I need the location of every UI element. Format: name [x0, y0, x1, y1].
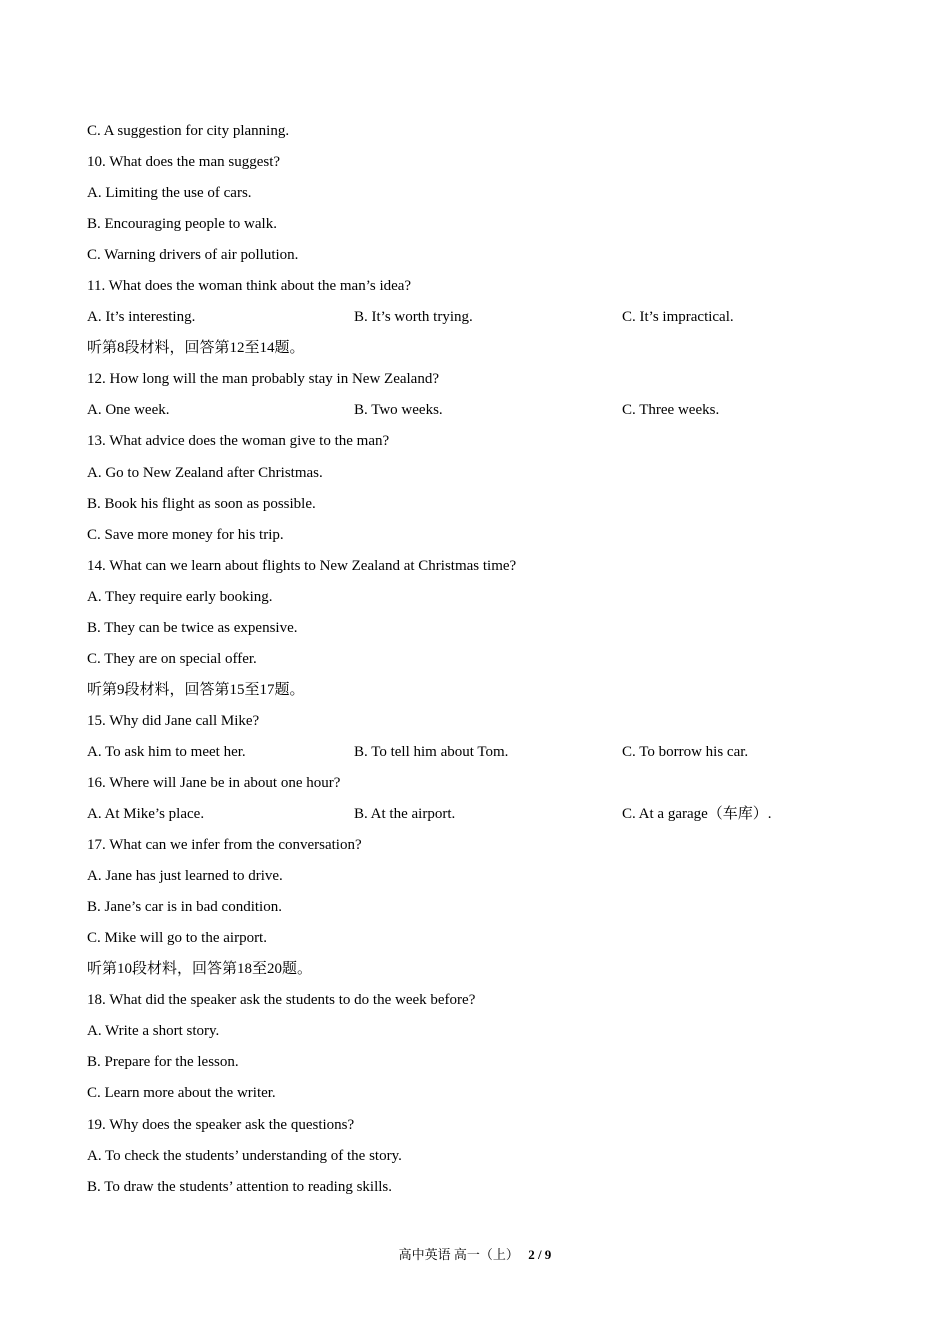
line-text: C. They are on special offer. [87, 650, 257, 667]
text-line [87, 554, 887, 585]
line-text: A. They require early booking. [87, 588, 273, 605]
answer-option: C. Three weeks. [622, 402, 720, 419]
line-text: 10. What does the man suggest? [87, 154, 281, 171]
text-line [87, 429, 887, 460]
line-text: 17. What can we infer from the conversation? [87, 837, 362, 854]
answer-option: B. Two weeks. [354, 402, 443, 419]
text-line [87, 1081, 887, 1112]
answer-option: C. At a garage（车库）. [622, 806, 772, 823]
text-line [87, 926, 887, 957]
answer-option: A. At Mike’s place. [87, 806, 205, 823]
text-line [87, 1144, 887, 1175]
line-text: 19. Why does the speaker ask the questions? [87, 1116, 355, 1133]
text-line [87, 150, 887, 181]
line-text: 16. Where will Jane be in about one hour? [87, 774, 341, 791]
page-footer [0, 1244, 950, 1263]
line-text: 18. What did the speaker ask the students to do the week before? [87, 992, 476, 1009]
answer-option: B. At the airport. [354, 806, 456, 823]
line-text: 11. What does the woman think about the man’s idea? [87, 278, 412, 295]
line-text: B. They can be twice as expensive. [87, 619, 298, 636]
line-text: A. Limiting the use of cars. [87, 185, 252, 202]
text-line [87, 305, 887, 336]
answer-option: B. To tell him about Tom. [354, 743, 509, 760]
line-text: C. A suggestion for city planning. [87, 123, 290, 139]
text-line [87, 461, 887, 492]
line-text: 13. What advice does the woman give to the man? [87, 433, 390, 450]
text-line [87, 523, 887, 554]
line-text: 听第8段材料，回答第12至14题。 [87, 340, 305, 357]
text-line [87, 1019, 887, 1050]
answer-option: A. To ask him to meet her. [87, 743, 246, 760]
text-line [87, 647, 887, 678]
answer-option: A. One week. [87, 402, 170, 419]
text-line [87, 833, 887, 864]
line-text: 听第10段材料，回答第18至20题。 [87, 961, 313, 978]
answer-option: A. It’s interesting. [87, 309, 196, 326]
text-line [87, 616, 887, 647]
text-line [87, 212, 887, 243]
text-line [87, 243, 887, 274]
line-text: A. Jane has just learned to drive. [87, 868, 283, 885]
line-text: C. Mike will go to the airport. [87, 930, 267, 947]
exam-page-body [87, 119, 887, 1206]
line-text: A. To check the students’ understanding of the story. [87, 1147, 402, 1164]
text-line [87, 957, 887, 988]
footer-label: 高中英语 高一（上） [398, 1247, 519, 1262]
page-number: 2 / 9 [528, 1247, 552, 1262]
text-line [87, 1050, 887, 1081]
text-line [87, 771, 887, 802]
text-line [87, 274, 887, 305]
text-line [87, 119, 887, 150]
text-line [87, 678, 887, 709]
line-text: C. Learn more about the writer. [87, 1085, 276, 1102]
text-line [87, 585, 887, 616]
line-text: A. Write a short story. [87, 1023, 220, 1040]
line-text: B. Encouraging people to walk. [87, 216, 277, 233]
text-line [87, 1113, 887, 1144]
line-text: B. Prepare for the lesson. [87, 1054, 239, 1071]
line-text: B. Book his flight as soon as possible. [87, 495, 316, 512]
text-line [87, 398, 887, 429]
line-text: B. To draw the students’ attention to reading skills. [87, 1178, 393, 1195]
line-text: 听第9段材料，回答第15至17题。 [87, 681, 305, 698]
text-line [87, 367, 887, 398]
line-text: 15. Why did Jane call Mike? [87, 712, 260, 729]
text-line [87, 740, 887, 771]
text-line [87, 1175, 887, 1206]
text-line [87, 336, 887, 367]
answer-option: C. To borrow his car. [622, 743, 749, 760]
text-line [87, 895, 887, 926]
text-line [87, 864, 887, 895]
line-text: 14. What can we learn about flights to New Zealand at Christmas time? [87, 557, 517, 574]
answer-option: C. It’s impractical. [622, 309, 734, 326]
text-line [87, 988, 887, 1019]
line-text: B. Jane’s car is in bad condition. [87, 899, 282, 916]
line-text: C. Save more money for his trip. [87, 526, 284, 543]
line-text: C. Warning drivers of air pollution. [87, 247, 299, 264]
text-line [87, 492, 887, 523]
text-line [87, 709, 887, 740]
answer-option: B. It’s worth trying. [354, 309, 473, 326]
text-line [87, 181, 887, 212]
line-text: A. Go to New Zealand after Christmas. [87, 464, 323, 481]
line-text: 12. How long will the man probably stay in New Zealand? [87, 371, 440, 388]
text-line [87, 802, 887, 833]
